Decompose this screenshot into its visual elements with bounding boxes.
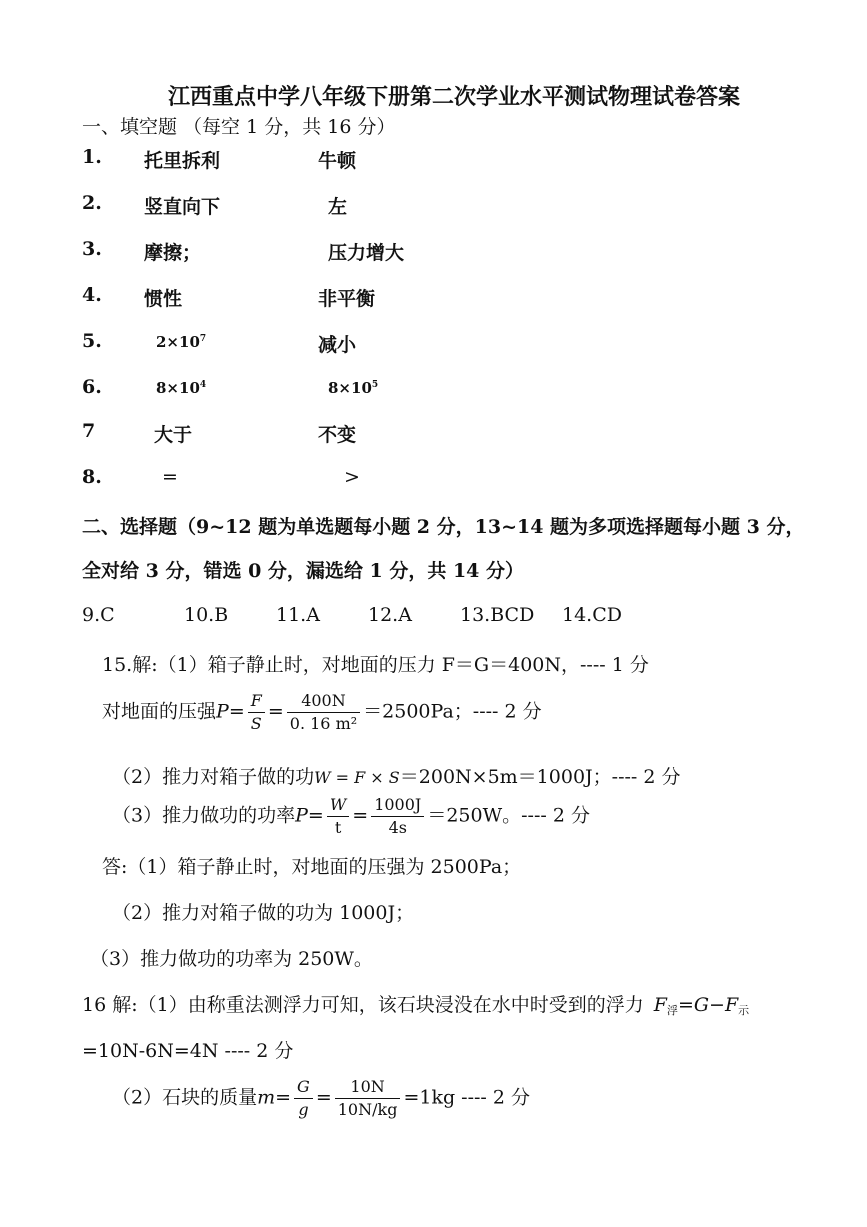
- choice-answer: 13.BCD: [460, 604, 535, 626]
- fraction-F-over-S: $\frac{F}{S}$: [248, 690, 265, 735]
- q15-answer-1: 答:（1）箱子静止时，对地面的压强为 2500Pa；: [102, 856, 522, 878]
- fill-row-6: [82, 376, 782, 406]
- q15-answer-2: （2）推力对箱子做的功为 1000J；: [112, 902, 415, 924]
- q15-line2: 对地面的压强P= $\frac{F}{S}$ = $\frac{400N}{\text{0. 16 m²}}$ ＝2500Pa；---- 2 分: [102, 691, 542, 733]
- answer-1: 托里拆利: [144, 150, 221, 172]
- document-title: 江西重点中学八年级下册第二次学业水平测试物理试卷答案: [168, 84, 741, 110]
- q16-line2: =10N-6N=4N ---- 2 分: [82, 1040, 294, 1062]
- answer-2: 非平衡: [318, 288, 376, 310]
- answer-1-scientific: $2\times 10^7$: [156, 333, 207, 351]
- answer-1: 大于: [154, 424, 193, 446]
- answer-2: 减小: [318, 334, 357, 356]
- section1-heading: 一、填空题 （每空 1 分，共 16 分）: [82, 116, 396, 138]
- answer-1-scientific: $8\times 10^4$: [156, 379, 207, 397]
- choice-answer: 10.B: [184, 604, 229, 626]
- fill-row-1: [82, 146, 782, 176]
- q15-line1: 15.解:（1）箱子静止时，对地面的压力 F＝G＝400N，---- 1 分: [102, 654, 649, 676]
- question-number: 1.: [82, 146, 102, 168]
- q16-line3: （2）石块的质量m= $\frac{G}{g}$ = $\frac{10N}{10N/kg}$ =1kg ---- 2 分: [112, 1077, 531, 1119]
- answer-2: 左: [328, 196, 348, 218]
- fill-row-3: [82, 238, 782, 268]
- fraction-1000J-over-4s: $\frac{1000J}{4s}$: [371, 794, 424, 839]
- fill-row-7: [82, 420, 782, 450]
- answer-2-scientific: $8\times 10^5$: [328, 379, 379, 397]
- choice-answer: 9.C: [82, 604, 115, 626]
- choice-answer: 12.A: [368, 604, 412, 626]
- fraction-G-over-g: $\frac{G}{g}$: [294, 1076, 313, 1121]
- question-number: 7: [82, 420, 96, 442]
- answer-1: 摩擦；: [144, 242, 202, 264]
- q15-answer-3: （3）推力做功的功率为 250W。: [90, 948, 373, 970]
- choice-answers: [82, 604, 642, 630]
- section2-heading-line2: 全对给 3 分，错选 0 分，漏选给 1 分，共 14 分）: [82, 560, 525, 582]
- fraction-400N-over-area: $\frac{400N}{\text{0. 16 m²}}$: [287, 690, 360, 735]
- answer-2: 牛顿: [318, 150, 357, 172]
- choice-answer: 14.CD: [562, 604, 622, 626]
- fraction-10N-over-10Nkg: $\frac{10N}{10N/kg}$: [335, 1076, 401, 1121]
- question-number: 5.: [82, 330, 102, 352]
- answer-1: 惯性: [144, 288, 183, 310]
- section2-heading-line1: 二、选择题（9~12 题为单选题每小题 2 分，13~14 题为多项选择题每小题 3 分，: [82, 516, 805, 538]
- q15-line4: （3）推力做功的功率P= $\frac{W}{t}$ = $\frac{1000J}{4s}$ ＝250W。---- 2 分: [112, 795, 590, 837]
- q15-line3: （2）推力对箱子做的功W = F × S＝200N×5m＝1000J；---- 2 分: [112, 766, 681, 788]
- fill-row-2: [82, 192, 782, 222]
- question-number: 6.: [82, 376, 102, 398]
- question-number: 2.: [82, 192, 102, 214]
- q16-line1: 16 解:（1）由称重法测浮力可知，该石块浸没在水中时受到的浮力 $F_浮=G-F_示$: [82, 994, 750, 1017]
- question-number: 4.: [82, 284, 102, 306]
- answer-1: =: [162, 466, 178, 488]
- fill-row-8: [82, 466, 782, 496]
- fraction-W-over-t: $\frac{W}{t}$: [327, 794, 349, 839]
- answer-2: >: [344, 466, 360, 488]
- answer-2: 压力增大: [328, 242, 405, 264]
- question-number: 8.: [82, 466, 102, 488]
- answer-2: 不变: [318, 424, 357, 446]
- fill-row-5: [82, 330, 782, 360]
- fill-row-4: [82, 284, 782, 314]
- question-number: 3.: [82, 238, 102, 260]
- answer-1: 竖直向下: [144, 196, 221, 218]
- choice-answer: 11.A: [276, 604, 320, 626]
